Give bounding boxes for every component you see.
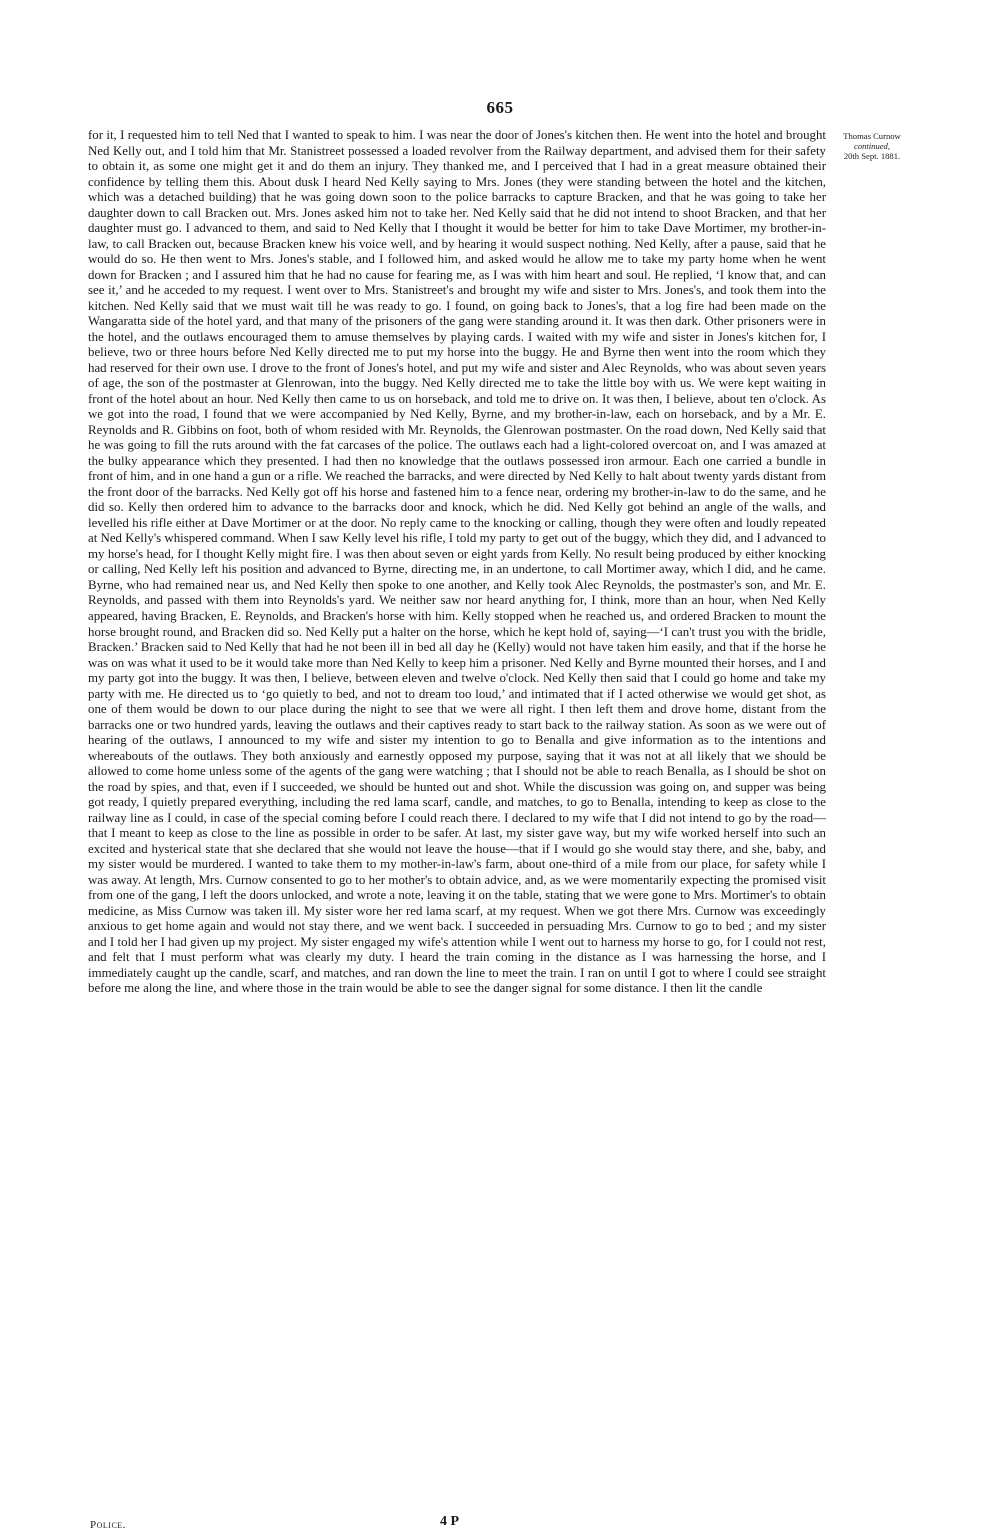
footer-section-label: Police. [90,1519,126,1531]
margin-note-continued: continued, [853,141,891,151]
page-number: 665 [486,98,514,117]
printer-signature-mark: 4 P [440,1514,460,1529]
margin-note-name: Thomas Curnow [843,131,901,141]
margin-note-date: 20th Sept. 1881. [843,151,901,161]
body-text [88,128,826,1508]
margin-note [832,131,912,161]
body-paragraph: for it, I requested him to tell Ned that I wanted to speak to him. I was near the door of Jones's kitchen then. He went into the hotel and brought Ned Kelly out, and I told him that Mr. Stanistreet possessed a loaded revolver from the Railway department, and advised them for their safety to obtain it, as some one might get it and do them an injury. They thanked me, and I perceived that I had in a great measure obtained their confidence by telling them this. About dusk I heard Ned Kelly saying to Mrs. Jones (they were standing between the hotel and the kitchen, which was a detached building) that he was going down soon to the police barracks to capture Bracken, and that he was going to take her daughter down to call Bracken out. Mrs. Jones asked him not to take her. Ned Kelly said that he did not intend to shoot Bracken, and that her daughter must go. I advanced to them, and said to Ned Kelly that I thought it would be better for him to take Dave Mortimer, my brother-in-law, to call Bracken out, because Bracken knew his voice well, and by hearing it would suspect nothing. Ned Kelly, after a pause, said that he would do so. He then went to Mrs. Jones's stable, and I followed him, and asked would he allow me to take my party home when he went down for Bracken ; and I assured him that he had no cause for fearing me, as I was with him heart and soul. He replied, ‘I know that, and can see it,’ and he acceded to my request. I went over to Mrs. Stanistreet's and brought my wife and sister to Mrs. Jones's, and took them into the kitchen. Ned Kelly said that we must wait till he was ready to go. I found, on going back to Jones's, that a log fire had been made on the Wangaratta side of the hotel yard, and that many of the prisoners of the gang were standing around it. It was then dark. Other prisoners were in the hotel, and the outlaws encouraged them to amuse themselves by playing cards. I waited with my wife and sister in Jones's kitchen for, I believe, two or three hours before Ned Kelly directed me to put my horse into the buggy. He and Byrne then went into the room which they had reserved for their own use. I drove to the front of Jones's hotel, and put my wife and sister and Alec Reynolds, who was about seven years of age, the son of the postmaster at Glenrowan, into the buggy. Ned Kelly directed me to take the little boy with us. We were kept waiting in front of the hotel about an hour. Ned Kelly then came to us on horseback, and told me to drive on. It was then, I believe, about ten o'clock. As we got into the road, I found that we were accompanied by Ned Kelly, Byrne, and my brother-in-law, each on horseback, and by a Mr. E. Reynolds and R. Gibbins on foot, both of whom resided with Mr. Reynolds, the Glenrowan postmaster. On the road down, Ned Kelly said that he was going to fill the ruts around with the fat carcases of the police. The outlaws each had a light-colored overcoat on, and I was amazed at the bulky appearance which they presented. I had then no knowledge that the outlaws possessed iron armour. Each one carried a bundle in front of him, and in one hand a gun or a rifle. We reached the barracks, and were directed by Ned Kelly to halt about twenty yards distant from the front door of the barracks. Ned Kelly got off his horse and fastened him to a fence near, ordering my brother-in-law to do the same, and he did so. Kelly then ordered him to advance to the barracks door and knock, which he did. Ned Kelly got behind an angle of the walls, and levelled his rifle either at Dave Mortimer or at the door. No reply came to the knocking or calling, though they were often and loudly repeated at Ned Kelly's whispered command. When I saw Kelly level his rifle, I told my party to get out of the buggy, which they did, and I advanced to my horse's head, for I thought Kelly might fire. I was then about seven or eight yards from Kelly. No result being produced by either knocking or calling, Ned Kelly left his position and advanced to Byrne, directing me, in an undertone, to call Mortimer away, which I did, and he came. Byrne, who had remained near us, and Ned Kelly then spoke to one another, and Kelly took Alec Reynolds, the postmaster's son, and Mr. E. Reynolds, and passed with them into Reynolds's yard. We neither saw nor heard anything for, I think, more than an hour, when Ned Kelly appeared, having Bracken, E. Reynolds, and Bracken's horse with him. Kelly stopped when he reached us, and ordered Bracken to mount the horse brought round, and Bracken did so. Ned Kelly put a halter on the horse, which he kept hold of, saying—‘I can't trust you with the bridle, Bracken.’ Bracken said to Ned Kelly that had he not been ill in bed all day he (Kelly) would not have taken him easily, and that if the horse he was on was what it used to be it would take more than Ned Kelly to keep him a prisoner. Ned Kelly and Byrne mounted their horses, and I and my party got into the buggy. It was then, I believe, between eleven and twelve o'clock. Ned Kelly then said that I could go home and take my party with me. He directed us to ‘go quietly to bed, and not to dream too loud,’ and intimated that if I acted otherwise we would get shot, as one of them would be down to our place during the night to see that we were all right. I then left them and drove home, distant from the barracks one or two hundred yards, leaving the outlaws and their captives ready to start back to the railway station. As soon as we were out of hearing of the outlaws, I announced to my wife and sister my intention to go to Benalla and give information as to the intentions and whereabouts of the outlaws. They both anxiously and earnestly opposed my purpose, saying that it was not at all likely that we should be allowed to come home unless some of the agents of the gang were watching ; that I should not be able to reach Benalla, as I should be shot on the road by spies, and that, even if I succeeded, we should be hunted out and shot. While the discussion was going on, and supper was being got ready, I quietly prepared everything, including the red lama scarf, candle, and matches, to go to Benalla, intending to keep as close to the railway line as I could, in case of the special coming before I could reach there. I declared to my wife that I did not intend to go by the road—that I meant to keep as close to the line as possible in order to be safer. At last, my sister gave way, but my wife worked herself into such an excited and hysterical state that she declared that she would not leave the house—that if I would go she would stay there, and she, baby, and my sister would be murdered. I wanted to take them to my mother-in-law's farm, about one-third of a mile from our place, for safety while I was away. At length, Mrs. Curnow consented to go to her mother's to obtain advice, and, as we were momentarily expecting the promised visit from one of the gang, I left the doors unlocked, and wrote a note, leaving it on the table, stating that we were gone to Mrs. Mortimer's to obtain medicine, as Miss Curnow was taken ill. My sister wore her red lama scarf, at my request. When we got there Mrs. Curnow was exceedingly anxious to get home again and would not stay there, and we went back. I succeeded in persuading Mrs. Curnow to go to bed ; and my sister and I told her I had given up my project. My sister engaged my wife's attention while I went out to harness my horse to go, for I could not rest, and felt that I must perform what was clearly my duty. I heard the train coming in the distance as I was harnessing the horse, and I immediately caught up the candle, scarf, and matches, and ran down the line to meet the train. I ran on until I got to where I could see straight before me along the line, and where those in the train would be able to see the danger signal for some distance. I then lit the candle [88,128,826,996]
